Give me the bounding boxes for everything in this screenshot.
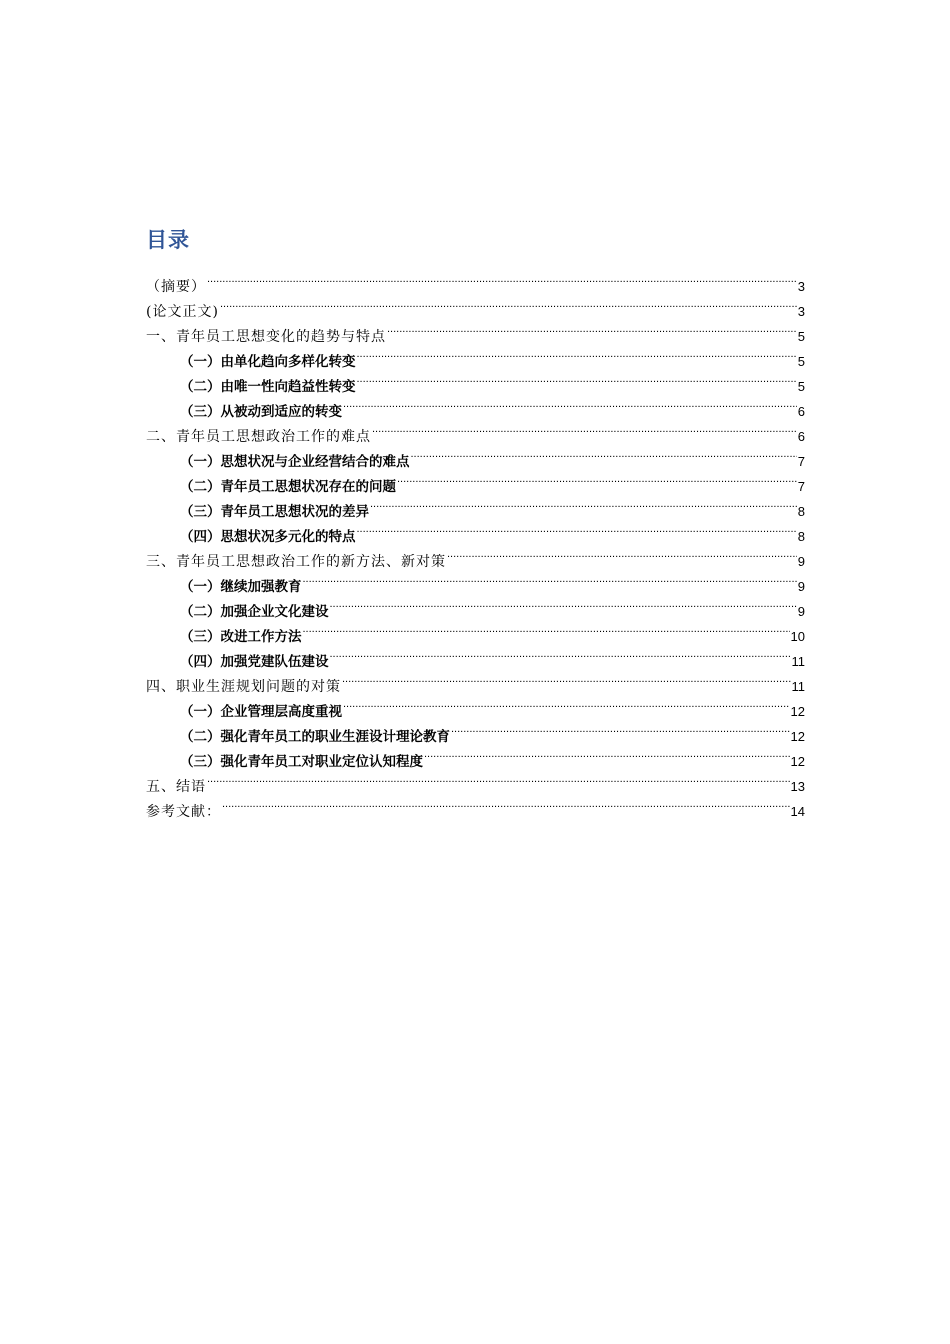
toc-entry-label: 四、职业生涯规划问题的对策 — [146, 679, 341, 695]
toc-entry-page: 12 — [790, 704, 805, 719]
toc-leader-dots — [330, 591, 797, 616]
toc-entry-label: （一）由单化趋向多样化转变 — [180, 354, 356, 370]
toc-leader-dots — [303, 616, 790, 641]
toc-entry-abstract[interactable] — [146, 266, 805, 295]
toc-entry-label: （二）青年员工思想状况存在的问题 — [180, 479, 396, 495]
toc-leader-dots — [451, 716, 790, 741]
toc-entry-page: 9 — [797, 579, 805, 594]
toc-entry-label: （四）思想状况多元化的特点 — [180, 529, 356, 545]
toc-entry-page: 9 — [797, 554, 805, 569]
toc-leader-dots — [303, 566, 797, 591]
toc-leader-dots — [424, 741, 790, 766]
toc-entry-section-1[interactable] — [146, 316, 805, 345]
toc-entry-label: （三）强化青年员工对职业定位认知程度 — [180, 754, 423, 770]
toc-leader-dots — [411, 441, 797, 466]
toc-entry-label: （摘要） — [146, 279, 206, 295]
toc-leader-dots — [357, 341, 797, 366]
toc-entry-label: （一）思想状况与企业经营结合的难点 — [180, 454, 410, 470]
toc-entry-label: （一）继续加强教育 — [180, 579, 302, 595]
toc-entry-page: 11 — [791, 654, 805, 669]
toc-leader-dots — [447, 541, 797, 566]
toc-entry-label: (论文正文) — [146, 304, 219, 320]
toc-entry-page: 12 — [790, 754, 805, 769]
table-of-contents — [146, 266, 805, 820]
toc-entry-page: 8 — [797, 504, 805, 519]
toc-leader-dots — [207, 766, 790, 791]
toc-leader-dots — [370, 491, 797, 516]
toc-entry-page: 6 — [797, 404, 805, 419]
toc-entry-references[interactable] — [146, 791, 805, 820]
toc-entry-label: 参考文献： — [146, 804, 221, 820]
toc-leader-dots — [343, 691, 790, 716]
toc-leader-dots — [207, 266, 797, 291]
toc-entry-page: 7 — [797, 479, 805, 494]
toc-entry-label: （三）改进工作方法 — [180, 629, 302, 645]
toc-entry-page: 5 — [797, 329, 805, 344]
toc-entry-label: （一）企业管理层高度重视 — [180, 704, 342, 720]
toc-title: 目录 — [146, 228, 190, 252]
toc-leader-dots — [330, 641, 791, 666]
toc-entry-label: 二、青年员工思想政治工作的难点 — [146, 429, 371, 445]
toc-entry-page: 7 — [797, 454, 805, 469]
toc-entry-page: 5 — [797, 379, 805, 394]
toc-leader-dots — [397, 466, 797, 491]
toc-leader-dots — [357, 366, 797, 391]
toc-entry-page: 13 — [790, 779, 805, 794]
toc-entry-page: 5 — [797, 354, 805, 369]
toc-entry-label: 五、结语 — [146, 779, 206, 795]
toc-entry-page: 8 — [797, 529, 805, 544]
toc-leader-dots — [343, 391, 797, 416]
toc-entry-label: （三）青年员工思想状况的差异 — [180, 504, 369, 520]
toc-entry-page: 10 — [790, 629, 805, 644]
toc-entry-conclusion[interactable] — [146, 766, 805, 795]
toc-entry-page: 14 — [790, 804, 805, 819]
toc-entry-page: 6 — [797, 429, 805, 444]
toc-leader-dots — [387, 316, 797, 341]
toc-leader-dots — [222, 791, 790, 816]
toc-entry-label: 三、青年员工思想政治工作的新方法、新对策 — [146, 554, 446, 570]
toc-entry-page: 3 — [797, 279, 805, 294]
toc-entry-page: 3 — [797, 304, 805, 319]
toc-leader-dots — [342, 666, 791, 691]
toc-entry-page: 11 — [791, 679, 805, 694]
toc-entry-label: （二）加强企业文化建设 — [180, 604, 329, 620]
toc-entry-label: （四）加强党建队伍建设 — [180, 654, 329, 670]
toc-leader-dots — [220, 291, 797, 316]
toc-entry-label: （三）从被动到适应的转变 — [180, 404, 342, 420]
toc-entry-label: （二）由唯一性向趋益性转变 — [180, 379, 356, 395]
toc-leader-dots — [357, 516, 797, 541]
toc-entry-main-text[interactable] — [146, 291, 805, 320]
toc-entry-page: 12 — [790, 729, 805, 744]
toc-entry-page: 9 — [797, 604, 805, 619]
toc-entry-label: 一、青年员工思想变化的趋势与特点 — [146, 329, 386, 345]
toc-leader-dots — [372, 416, 797, 441]
toc-entry-label: （二）强化青年员工的职业生涯设计理论教育 — [180, 729, 450, 745]
